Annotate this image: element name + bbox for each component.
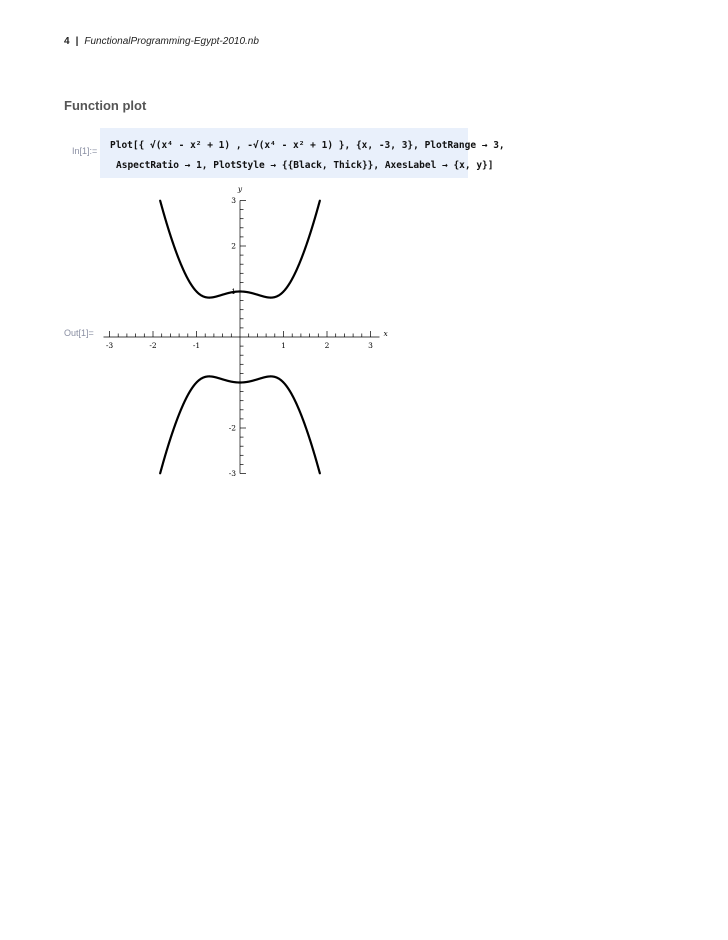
- y-tick-label: -3: [228, 469, 236, 478]
- x-axis-label: x: [383, 329, 388, 338]
- x-tick-label: -3: [105, 341, 114, 350]
- input-cell[interactable]: [100, 128, 505, 178]
- y-tick-label: 2: [231, 241, 236, 251]
- y-tick-label: -2: [228, 423, 236, 433]
- x-tick-label: 2: [324, 341, 330, 350]
- y-tick-label: 1: [231, 287, 236, 296]
- code-line-2[interactable]: AspectRatio → 1, PlotStyle → {{Black, Thick}}, AxesLabel → {x, y}]: [116, 160, 494, 171]
- code-line-1[interactable]: Plot[{ √(x⁴ - x² + 1) , -√(x⁴ - x² + 1) }, {x, -3, 3}, PlotRange → 3,: [110, 140, 505, 151]
- x-tick-label: 3: [368, 341, 373, 350]
- x-tick-label: 1: [281, 341, 286, 350]
- x-tick-label: -1: [192, 341, 201, 350]
- y-axis-label: y: [237, 184, 243, 194]
- header-separator: |: [75, 36, 79, 47]
- y-tick-label: 3: [231, 196, 236, 205]
- x-tick-label: -2: [149, 341, 157, 350]
- notebook-filename: FunctionalProgramming-Egypt-2010.nb: [84, 36, 259, 47]
- page-header: [64, 36, 259, 47]
- input-label: In[1]:=: [72, 146, 98, 156]
- page-number: 4: [64, 36, 70, 47]
- function-plot: [96, 180, 396, 490]
- output-label: Out[1]=: [64, 328, 94, 338]
- section-title: Function plot: [64, 98, 147, 113]
